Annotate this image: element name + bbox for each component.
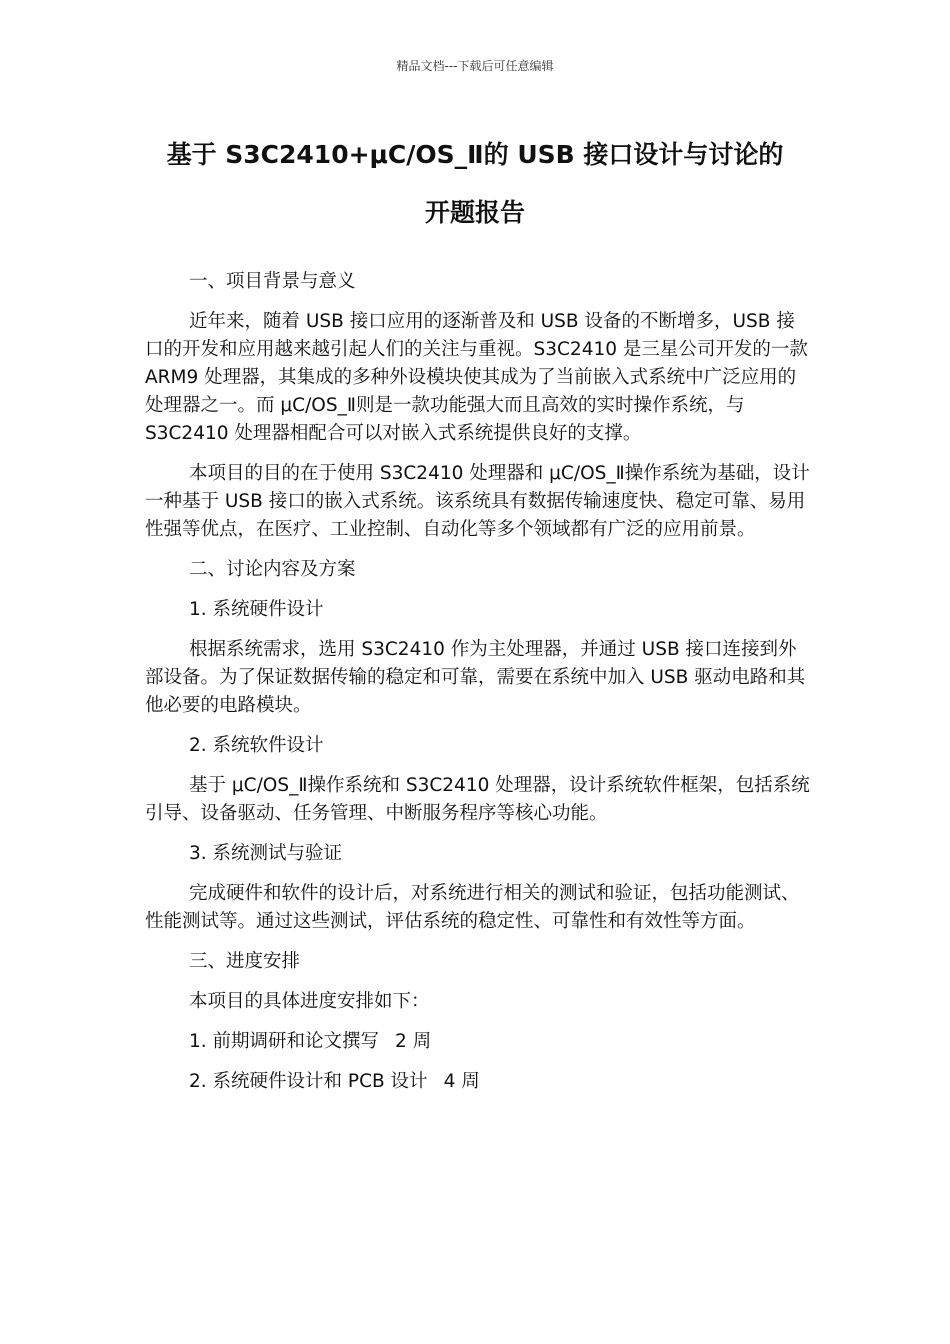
subheading-software: 2. 系统软件设计 xyxy=(189,735,324,756)
document-body xyxy=(145,268,810,1108)
schedule-duration: 2 周 xyxy=(395,1031,432,1052)
paragraph-hardware: 根据系统需求，选用 S3C2410 作为主处理器，并通过 USB 接口连接到外部设备。为了保证数据传输的稳定和可靠，需要在系统中加入 USB 驱动电路和其他必要的电路模块。 xyxy=(145,639,806,716)
paragraph-background-2: 本项目的目的在于使用 S3C2410 处理器和 μC/OS_Ⅱ操作系统为基础，设计一种基于 USB 接口的嵌入式系统。该系统具有数据传输速度快、稳定可靠、易用性强等优点，在医疗、工业控制、自动化等多个领域都有广泛的应用前景。 xyxy=(145,463,810,540)
schedule-task: 2. 系统硬件设计和 PCB 设计 xyxy=(189,1071,428,1092)
title-line-2: 开题报告 xyxy=(424,198,525,227)
paragraph-software: 基于 μC/OS_Ⅱ操作系统和 S3C2410 处理器，设计系统软件框架，包括系统引导、设备驱动、任务管理、中断服务程序等核心功能。 xyxy=(145,775,810,824)
subheading-hardware: 1. 系统硬件设计 xyxy=(189,599,324,620)
section-heading-research: 二、讨论内容及方案 xyxy=(189,559,356,580)
schedule-item xyxy=(145,1028,810,1056)
section-heading-schedule: 三、进度安排 xyxy=(189,951,301,972)
paragraph-testing: 完成硬件和软件的设计后，对系统进行相关的测试和验证，包括功能测试、性能测试等。通过这些测试，评估系统的稳定性、可靠性和有效性等方面。 xyxy=(145,883,800,932)
subheading-testing: 3. 系统测试与验证 xyxy=(189,843,343,864)
schedule-intro: 本项目的具体进度安排如下： xyxy=(189,991,430,1012)
page-header: 精品文档---下载后可任意编辑 xyxy=(396,59,554,73)
schedule-duration: 4 周 xyxy=(443,1071,480,1092)
schedule-item xyxy=(145,1068,810,1096)
title-line-1: 基于 S3C2410+μC/OS_Ⅱ的 USB 接口设计与讨论的 xyxy=(166,140,784,169)
schedule-task: 1. 前期调研和论文撰写 xyxy=(189,1031,380,1052)
section-heading-background: 一、项目背景与意义 xyxy=(189,271,356,292)
document-title xyxy=(110,126,840,242)
paragraph-background-1: 近年来，随着 USB 接口应用的逐渐普及和 USB 设备的不断增多，USB 接口的开发和应用越来越引起人们的关注与重视。S3C2410 是三星公司开发的一款 ARM9 处理器，其集成的多种外设模块使其成为了当前嵌入式系统中广泛应用的处理器之一。而 μC/OS_Ⅱ则是一款功能强大而且高效的实时操作系统，与 S3C2410 处理器相配合可以对嵌入式系统提供良好的支撑。 xyxy=(145,311,808,444)
